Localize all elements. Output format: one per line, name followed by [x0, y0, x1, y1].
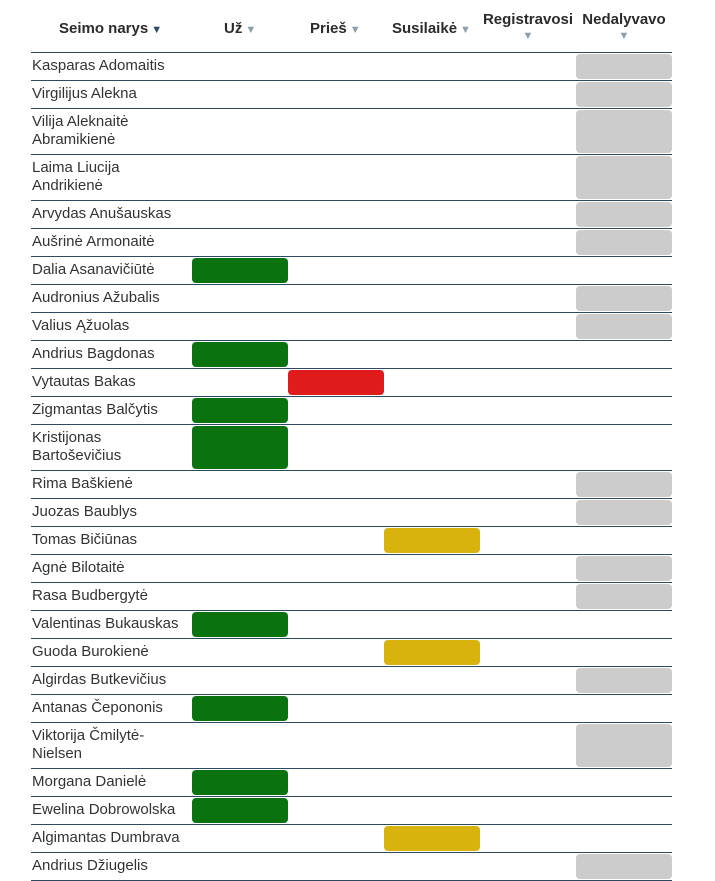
table-row: [31, 397, 672, 425]
table-header: [31, 0, 672, 53]
sort-icon: ▼: [460, 24, 471, 36]
table-row: [31, 369, 672, 397]
sort-header-uz[interactable]: [224, 20, 256, 37]
vote-bar-uz: [192, 426, 288, 469]
vote-bar-nedalyvavo: [576, 556, 672, 581]
table-row: [31, 555, 672, 583]
member-name: Zigmantas Balčytis: [32, 401, 158, 418]
vote-bar-susilaike: [384, 640, 480, 665]
vote-bar-uz: [192, 398, 288, 423]
vote-bar-nedalyvavo: [576, 724, 672, 767]
table-row: [31, 499, 672, 527]
table-row: [31, 285, 672, 313]
table-row: [31, 769, 672, 797]
vote-bar-uz: [192, 696, 288, 721]
vote-bar-nedalyvavo: [576, 584, 672, 609]
sort-header-susilaike[interactable]: [392, 20, 471, 37]
table-row: [31, 81, 672, 109]
member-name: Rima Baškienė: [32, 475, 133, 492]
table-row: [31, 257, 672, 285]
member-name: Vytautas Bakas: [32, 373, 136, 390]
member-name: Valius Ąžuolas: [32, 317, 130, 334]
member-name: Ewelina Dobrowolska: [32, 801, 176, 818]
header-nedalyvavo-label: Nedalyvavo: [582, 11, 666, 28]
table-row: [31, 471, 672, 499]
votes-table: [31, 0, 672, 881]
sort-header-pries[interactable]: [310, 20, 361, 37]
member-name: Arvydas Anušauskas: [32, 205, 172, 222]
vote-bar-nedalyvavo: [576, 500, 672, 525]
vote-bar-nedalyvavo: [576, 668, 672, 693]
sort-header-name[interactable]: [59, 20, 162, 37]
member-name: Laima Liucija Andrikienė: [32, 159, 120, 194]
table-body: [31, 53, 672, 881]
member-name: Kasparas Adomaitis: [32, 57, 165, 74]
member-name: Dalia Asanavičiūtė: [32, 261, 155, 278]
member-name: Guoda Burokienė: [32, 643, 149, 660]
sort-icon: ▼: [618, 30, 630, 42]
sort-icon: ▼: [349, 24, 361, 36]
member-name: Antanas Čepononis: [32, 699, 163, 716]
vote-bar-nedalyvavo: [576, 156, 672, 199]
vote-bar-nedalyvavo: [576, 472, 672, 497]
vote-bar-uz: [192, 770, 288, 795]
vote-bar-nedalyvavo: [576, 854, 672, 879]
table-row: [31, 201, 672, 229]
member-name: Kristijonas Bartoševičius: [32, 429, 122, 464]
member-name: Audronius Ažubalis: [32, 289, 160, 306]
member-name: Agnė Bilotaitė: [32, 559, 125, 576]
sort-header-nedalyvavo[interactable]: [576, 11, 672, 42]
sort-icon: ▼: [245, 24, 257, 36]
table-row: [31, 313, 672, 341]
vote-bar-nedalyvavo: [576, 230, 672, 255]
member-name: Aušrinė Armonaitė: [32, 233, 155, 250]
vote-bar-susilaike: [384, 528, 480, 553]
vote-bar-nedalyvavo: [576, 202, 672, 227]
vote-bar-uz: [192, 342, 288, 367]
member-name: Algirdas Butkevičius: [32, 671, 167, 688]
vote-bar-nedalyvavo: [576, 286, 672, 311]
table-row: [31, 155, 672, 201]
member-name: Valentinas Bukauskas: [32, 615, 179, 632]
member-name: Tomas Bičiūnas: [32, 531, 138, 548]
table-row: [31, 667, 672, 695]
member-name: Andrius Bagdonas: [32, 345, 155, 362]
vote-bar-nedalyvavo: [576, 82, 672, 107]
table-row: [31, 853, 672, 881]
table-row: [31, 639, 672, 667]
table-row: [31, 425, 672, 471]
table-row: [31, 109, 672, 155]
member-name: Morgana Danielė: [32, 773, 147, 790]
table-row: [31, 583, 672, 611]
table-row: [31, 527, 672, 555]
table-row: [31, 797, 672, 825]
header-susilaike-label: Susilaikė: [392, 20, 458, 37]
table-row: [31, 53, 672, 81]
vote-bar-nedalyvavo: [576, 314, 672, 339]
vote-bar-pries: [288, 370, 384, 395]
sort-header-registravosi[interactable]: [480, 11, 576, 42]
sort-icon: ▼: [522, 30, 534, 42]
vote-bar-nedalyvavo: [576, 110, 672, 153]
header-uz-label: Už: [224, 20, 243, 37]
table-row: [31, 695, 672, 723]
vote-bar-uz: [192, 258, 288, 283]
vote-bar-uz: [192, 612, 288, 637]
vote-bar-uz: [192, 798, 288, 823]
member-name: Algimantas Dumbrava: [32, 829, 180, 846]
member-name: Virgilijus Alekna: [32, 85, 137, 102]
table-row: [31, 341, 672, 369]
member-name: Rasa Budbergytė: [32, 587, 148, 604]
sort-desc-icon: ▼: [151, 24, 163, 36]
member-name: Viktorija Čmilytė-Nielsen: [32, 727, 145, 762]
header-registravosi-label: Registravosi: [482, 11, 574, 28]
vote-bar-nedalyvavo: [576, 54, 672, 79]
header-pries-label: Prieš: [310, 20, 347, 37]
header-name-label: Seimo narys: [59, 20, 149, 37]
member-name: Juozas Baublys: [32, 503, 138, 520]
member-name: Vilija Aleknaitė Abramikienė: [32, 113, 129, 148]
table-row: [31, 229, 672, 257]
member-name: Andrius Džiugelis: [32, 857, 148, 874]
table-row: [31, 723, 672, 769]
vote-bar-susilaike: [384, 826, 480, 851]
table-row: [31, 611, 672, 639]
